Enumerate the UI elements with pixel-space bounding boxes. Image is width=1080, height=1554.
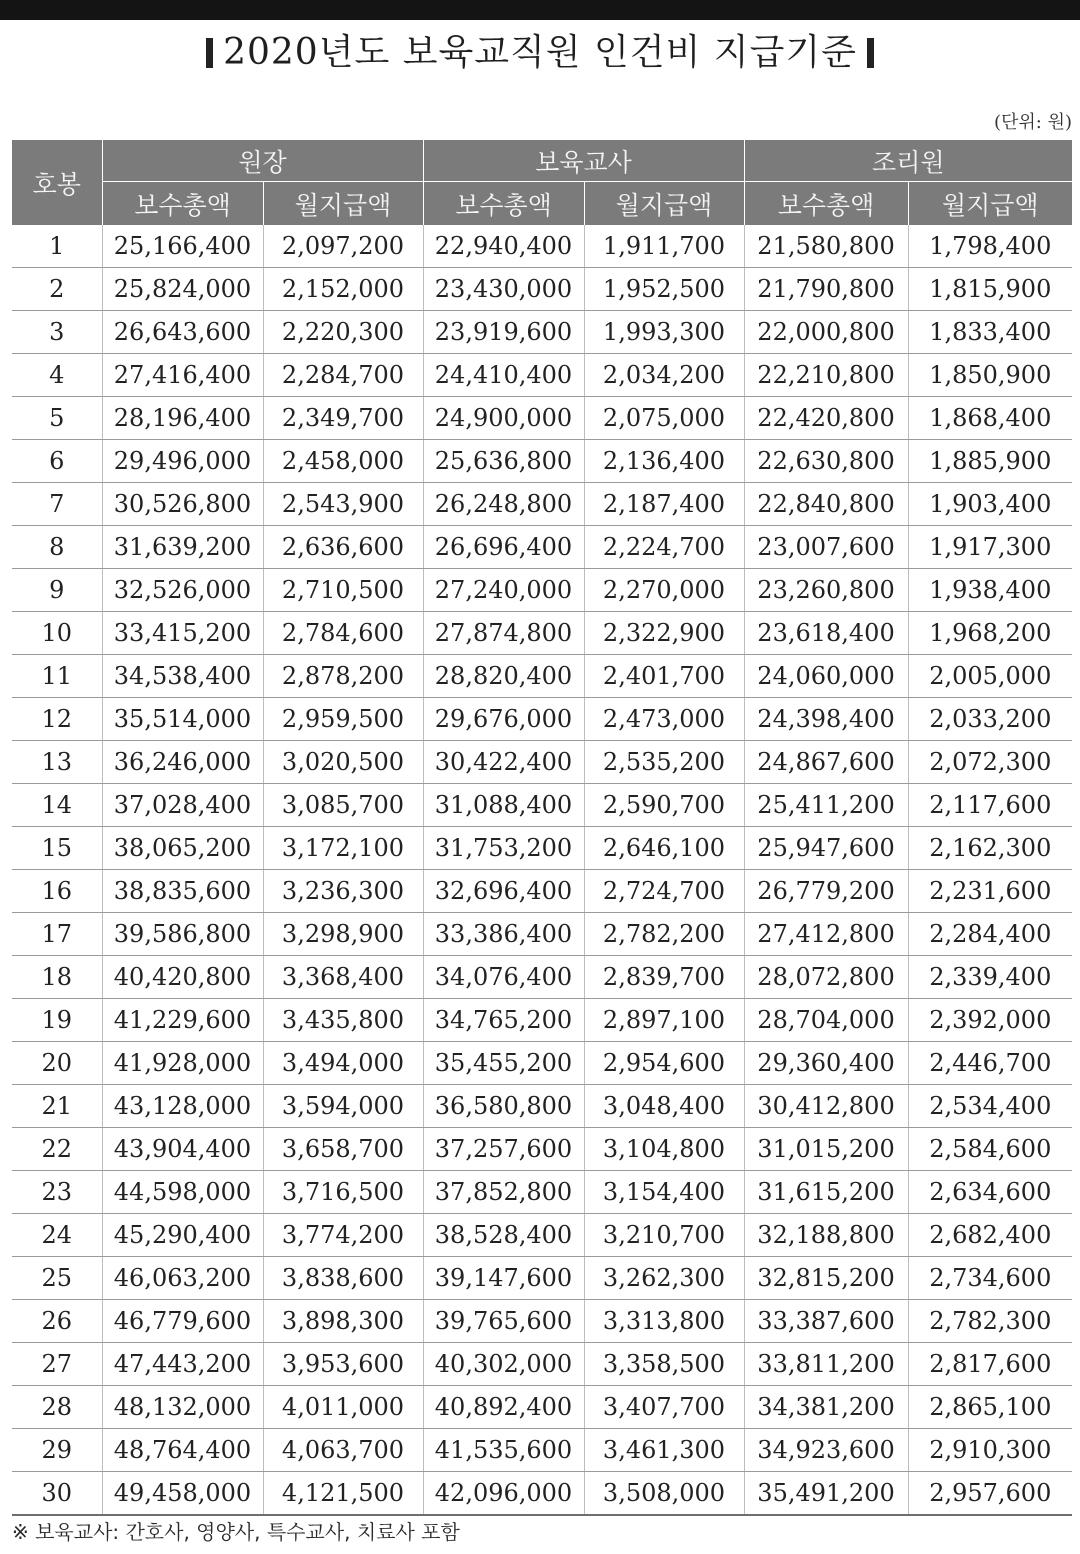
table-row xyxy=(12,1214,1072,1257)
subheader: 보수총액 xyxy=(744,182,908,226)
cook-monthly-cell: 1,833,400 xyxy=(908,311,1072,354)
step-cell: 4 xyxy=(12,354,102,397)
teacher-monthly-cell: 2,839,700 xyxy=(584,956,744,999)
director-total-cell: 25,824,000 xyxy=(102,268,263,311)
teacher-monthly-cell: 3,461,300 xyxy=(584,1429,744,1472)
cook-monthly-cell: 2,392,000 xyxy=(908,999,1072,1042)
cook-monthly-cell: 2,339,400 xyxy=(908,956,1072,999)
step-cell: 7 xyxy=(12,483,102,526)
step-cell: 30 xyxy=(12,1472,102,1516)
director-total-cell: 38,065,200 xyxy=(102,827,263,870)
cook-monthly-cell: 2,910,300 xyxy=(908,1429,1072,1472)
director-total-cell: 48,132,000 xyxy=(102,1386,263,1429)
cook-total-cell: 22,000,800 xyxy=(744,311,908,354)
cook-total-cell: 32,188,800 xyxy=(744,1214,908,1257)
table-row xyxy=(12,1386,1072,1429)
table-row xyxy=(12,698,1072,741)
step-cell: 5 xyxy=(12,397,102,440)
cook-total-cell: 28,704,000 xyxy=(744,999,908,1042)
cook-total-cell: 22,630,800 xyxy=(744,440,908,483)
step-cell: 23 xyxy=(12,1171,102,1214)
director-monthly-cell: 2,152,000 xyxy=(263,268,423,311)
step-cell: 8 xyxy=(12,526,102,569)
subheader: 월지급액 xyxy=(584,182,744,226)
director-total-cell: 36,246,000 xyxy=(102,741,263,784)
cook-monthly-cell: 2,584,600 xyxy=(908,1128,1072,1171)
table-row xyxy=(12,268,1072,311)
director-monthly-cell: 3,774,200 xyxy=(263,1214,423,1257)
table-row xyxy=(12,569,1072,612)
director-monthly-cell: 2,878,200 xyxy=(263,655,423,698)
teacher-total-cell: 38,528,400 xyxy=(423,1214,584,1257)
director-total-cell: 43,904,400 xyxy=(102,1128,263,1171)
teacher-total-cell: 34,076,400 xyxy=(423,956,584,999)
table-row xyxy=(12,1429,1072,1472)
director-total-cell: 34,538,400 xyxy=(102,655,263,698)
teacher-monthly-cell: 3,313,800 xyxy=(584,1300,744,1343)
teacher-total-cell: 34,765,200 xyxy=(423,999,584,1042)
director-monthly-cell: 3,953,600 xyxy=(263,1343,423,1386)
teacher-total-cell: 24,900,000 xyxy=(423,397,584,440)
cook-total-cell: 33,387,600 xyxy=(744,1300,908,1343)
cook-total-cell: 32,815,200 xyxy=(744,1257,908,1300)
teacher-monthly-cell: 2,535,200 xyxy=(584,741,744,784)
director-total-cell: 26,643,600 xyxy=(102,311,263,354)
director-total-cell: 28,196,400 xyxy=(102,397,263,440)
cook-monthly-cell: 1,903,400 xyxy=(908,483,1072,526)
cook-total-cell: 23,260,800 xyxy=(744,569,908,612)
cook-monthly-cell: 2,231,600 xyxy=(908,870,1072,913)
cook-monthly-cell: 2,072,300 xyxy=(908,741,1072,784)
director-monthly-cell: 2,784,600 xyxy=(263,612,423,655)
director-monthly-cell: 2,097,200 xyxy=(263,225,423,268)
teacher-total-cell: 24,410,400 xyxy=(423,354,584,397)
page-title-block xyxy=(0,26,1080,80)
director-total-cell: 40,420,800 xyxy=(102,956,263,999)
table-row xyxy=(12,913,1072,956)
teacher-monthly-cell: 3,104,800 xyxy=(584,1128,744,1171)
director-monthly-cell: 3,658,700 xyxy=(263,1128,423,1171)
cook-total-cell: 31,015,200 xyxy=(744,1128,908,1171)
director-monthly-cell: 2,284,700 xyxy=(263,354,423,397)
step-cell: 27 xyxy=(12,1343,102,1386)
title-bar-right xyxy=(867,38,874,68)
cook-monthly-cell: 2,682,400 xyxy=(908,1214,1072,1257)
cook-monthly-cell: 1,815,900 xyxy=(908,268,1072,311)
cook-total-cell: 35,491,200 xyxy=(744,1472,908,1516)
cook-total-cell: 34,923,600 xyxy=(744,1429,908,1472)
teacher-monthly-cell: 2,270,000 xyxy=(584,569,744,612)
cook-total-cell: 23,007,600 xyxy=(744,526,908,569)
teacher-total-cell: 23,430,000 xyxy=(423,268,584,311)
step-cell: 22 xyxy=(12,1128,102,1171)
teacher-total-cell: 32,696,400 xyxy=(423,870,584,913)
step-cell: 6 xyxy=(12,440,102,483)
director-total-cell: 41,229,600 xyxy=(102,999,263,1042)
subheader: 보수총액 xyxy=(102,182,263,226)
cook-total-cell: 27,412,800 xyxy=(744,913,908,956)
top-bar xyxy=(0,0,1080,20)
step-cell: 1 xyxy=(12,225,102,268)
table-row xyxy=(12,1257,1072,1300)
teacher-monthly-cell: 3,210,700 xyxy=(584,1214,744,1257)
table-row xyxy=(12,956,1072,999)
title-bar-left xyxy=(206,38,213,68)
director-total-cell: 43,128,000 xyxy=(102,1085,263,1128)
director-monthly-cell: 2,349,700 xyxy=(263,397,423,440)
table-row xyxy=(12,225,1072,268)
table-row xyxy=(12,526,1072,569)
teacher-monthly-cell: 2,897,100 xyxy=(584,999,744,1042)
teacher-total-cell: 31,088,400 xyxy=(423,784,584,827)
director-total-cell: 35,514,000 xyxy=(102,698,263,741)
director-monthly-cell: 3,020,500 xyxy=(263,741,423,784)
cook-total-cell: 22,420,800 xyxy=(744,397,908,440)
cook-monthly-cell: 1,938,400 xyxy=(908,569,1072,612)
director-total-cell: 27,416,400 xyxy=(102,354,263,397)
director-total-cell: 45,290,400 xyxy=(102,1214,263,1257)
director-total-cell: 48,764,400 xyxy=(102,1429,263,1472)
teacher-total-cell: 42,096,000 xyxy=(423,1472,584,1516)
director-total-cell: 33,415,200 xyxy=(102,612,263,655)
director-monthly-cell: 2,710,500 xyxy=(263,569,423,612)
director-monthly-cell: 3,898,300 xyxy=(263,1300,423,1343)
cook-monthly-cell: 2,534,400 xyxy=(908,1085,1072,1128)
director-monthly-cell: 3,435,800 xyxy=(263,999,423,1042)
table-row xyxy=(12,741,1072,784)
table-header xyxy=(12,140,1072,225)
director-monthly-cell: 2,636,600 xyxy=(263,526,423,569)
table-row xyxy=(12,1472,1072,1516)
teacher-monthly-cell: 2,473,000 xyxy=(584,698,744,741)
step-cell: 19 xyxy=(12,999,102,1042)
table-row xyxy=(12,354,1072,397)
cook-total-cell: 28,072,800 xyxy=(744,956,908,999)
cook-total-cell: 21,580,800 xyxy=(744,225,908,268)
cook-total-cell: 31,615,200 xyxy=(744,1171,908,1214)
director-total-cell: 32,526,000 xyxy=(102,569,263,612)
table-row xyxy=(12,612,1072,655)
director-monthly-cell: 3,236,300 xyxy=(263,870,423,913)
cook-total-cell: 23,618,400 xyxy=(744,612,908,655)
teacher-total-cell: 40,892,400 xyxy=(423,1386,584,1429)
cook-monthly-cell: 2,033,200 xyxy=(908,698,1072,741)
director-monthly-cell: 3,368,400 xyxy=(263,956,423,999)
footnote: ※ 보육교사: 간호사, 영양사, 특수교사, 치료사 포함 xyxy=(12,1520,460,1544)
table-row xyxy=(12,1300,1072,1343)
step-cell: 21 xyxy=(12,1085,102,1128)
step-cell: 17 xyxy=(12,913,102,956)
step-cell: 10 xyxy=(12,612,102,655)
teacher-monthly-cell: 2,075,000 xyxy=(584,397,744,440)
teacher-total-cell: 39,765,600 xyxy=(423,1300,584,1343)
unit-note: (단위: 원) xyxy=(994,112,1072,133)
teacher-monthly-cell: 2,187,400 xyxy=(584,483,744,526)
director-total-cell: 41,928,000 xyxy=(102,1042,263,1085)
step-cell: 26 xyxy=(12,1300,102,1343)
cook-total-cell: 25,411,200 xyxy=(744,784,908,827)
cook-total-cell: 34,381,200 xyxy=(744,1386,908,1429)
table-row xyxy=(12,1042,1072,1085)
director-monthly-cell: 4,063,700 xyxy=(263,1429,423,1472)
director-total-cell: 46,063,200 xyxy=(102,1257,263,1300)
table-row xyxy=(12,655,1072,698)
director-total-cell: 44,598,000 xyxy=(102,1171,263,1214)
director-total-cell: 49,458,000 xyxy=(102,1472,263,1516)
table-row xyxy=(12,1343,1072,1386)
teacher-monthly-cell: 1,952,500 xyxy=(584,268,744,311)
director-monthly-cell: 3,494,000 xyxy=(263,1042,423,1085)
teacher-total-cell: 41,535,600 xyxy=(423,1429,584,1472)
teacher-total-cell: 26,696,400 xyxy=(423,526,584,569)
director-monthly-cell: 3,716,500 xyxy=(263,1171,423,1214)
cook-total-cell: 30,412,800 xyxy=(744,1085,908,1128)
step-cell: 20 xyxy=(12,1042,102,1085)
cook-monthly-cell: 2,734,600 xyxy=(908,1257,1072,1300)
cook-total-cell: 33,811,200 xyxy=(744,1343,908,1386)
cook-total-cell: 26,779,200 xyxy=(744,870,908,913)
group-header-director: 원장 xyxy=(102,140,423,182)
director-monthly-cell: 3,298,900 xyxy=(263,913,423,956)
director-monthly-cell: 2,543,900 xyxy=(263,483,423,526)
director-total-cell: 37,028,400 xyxy=(102,784,263,827)
table-row xyxy=(12,440,1072,483)
director-total-cell: 47,443,200 xyxy=(102,1343,263,1386)
teacher-total-cell: 31,753,200 xyxy=(423,827,584,870)
cook-total-cell: 21,790,800 xyxy=(744,268,908,311)
teacher-total-cell: 39,147,600 xyxy=(423,1257,584,1300)
salary-table xyxy=(12,140,1072,1516)
cook-monthly-cell: 2,957,600 xyxy=(908,1472,1072,1516)
cook-monthly-cell: 2,446,700 xyxy=(908,1042,1072,1085)
step-cell: 25 xyxy=(12,1257,102,1300)
table-row xyxy=(12,1085,1072,1128)
teacher-monthly-cell: 3,262,300 xyxy=(584,1257,744,1300)
step-cell: 18 xyxy=(12,956,102,999)
director-total-cell: 46,779,600 xyxy=(102,1300,263,1343)
teacher-monthly-cell: 2,782,200 xyxy=(584,913,744,956)
director-monthly-cell: 2,220,300 xyxy=(263,311,423,354)
director-monthly-cell: 2,959,500 xyxy=(263,698,423,741)
teacher-monthly-cell: 3,407,700 xyxy=(584,1386,744,1429)
director-total-cell: 38,835,600 xyxy=(102,870,263,913)
subheader: 보수총액 xyxy=(423,182,584,226)
table-row xyxy=(12,784,1072,827)
step-cell: 11 xyxy=(12,655,102,698)
teacher-monthly-cell: 2,224,700 xyxy=(584,526,744,569)
cook-monthly-cell: 1,968,200 xyxy=(908,612,1072,655)
teacher-monthly-cell: 2,322,900 xyxy=(584,612,744,655)
teacher-total-cell: 23,919,600 xyxy=(423,311,584,354)
teacher-total-cell: 29,676,000 xyxy=(423,698,584,741)
cook-total-cell: 24,867,600 xyxy=(744,741,908,784)
director-monthly-cell: 4,011,000 xyxy=(263,1386,423,1429)
cook-monthly-cell: 1,885,900 xyxy=(908,440,1072,483)
cook-monthly-cell: 2,284,400 xyxy=(908,913,1072,956)
table-row xyxy=(12,397,1072,440)
teacher-total-cell: 26,248,800 xyxy=(423,483,584,526)
director-total-cell: 30,526,800 xyxy=(102,483,263,526)
step-cell: 13 xyxy=(12,741,102,784)
teacher-total-cell: 22,940,400 xyxy=(423,225,584,268)
teacher-total-cell: 37,257,600 xyxy=(423,1128,584,1171)
table-row xyxy=(12,1128,1072,1171)
teacher-monthly-cell: 1,993,300 xyxy=(584,311,744,354)
cook-monthly-cell: 1,798,400 xyxy=(908,225,1072,268)
cook-monthly-cell: 2,817,600 xyxy=(908,1343,1072,1386)
teacher-total-cell: 27,874,800 xyxy=(423,612,584,655)
teacher-monthly-cell: 3,154,400 xyxy=(584,1171,744,1214)
step-cell: 15 xyxy=(12,827,102,870)
step-cell: 29 xyxy=(12,1429,102,1472)
director-total-cell: 25,166,400 xyxy=(102,225,263,268)
page-title: 2020년도 보육교직원 인건비 지급기준 xyxy=(223,32,857,73)
cook-total-cell: 24,398,400 xyxy=(744,698,908,741)
teacher-monthly-cell: 2,646,100 xyxy=(584,827,744,870)
group-header-teacher: 보육교사 xyxy=(423,140,744,182)
teacher-monthly-cell: 2,401,700 xyxy=(584,655,744,698)
director-monthly-cell: 3,838,600 xyxy=(263,1257,423,1300)
table-row xyxy=(12,999,1072,1042)
table-body xyxy=(12,225,1072,1515)
step-cell: 16 xyxy=(12,870,102,913)
teacher-total-cell: 36,580,800 xyxy=(423,1085,584,1128)
table-row xyxy=(12,311,1072,354)
teacher-monthly-cell: 1,911,700 xyxy=(584,225,744,268)
table-row xyxy=(12,1171,1072,1214)
step-cell: 3 xyxy=(12,311,102,354)
table-row xyxy=(12,827,1072,870)
cook-monthly-cell: 1,868,400 xyxy=(908,397,1072,440)
cook-monthly-cell: 2,162,300 xyxy=(908,827,1072,870)
director-monthly-cell: 2,458,000 xyxy=(263,440,423,483)
teacher-monthly-cell: 3,048,400 xyxy=(584,1085,744,1128)
cook-monthly-cell: 2,634,600 xyxy=(908,1171,1072,1214)
director-monthly-cell: 4,121,500 xyxy=(263,1472,423,1516)
teacher-total-cell: 40,302,000 xyxy=(423,1343,584,1386)
teacher-total-cell: 35,455,200 xyxy=(423,1042,584,1085)
director-monthly-cell: 3,594,000 xyxy=(263,1085,423,1128)
cook-monthly-cell: 1,850,900 xyxy=(908,354,1072,397)
teacher-total-cell: 33,386,400 xyxy=(423,913,584,956)
cook-monthly-cell: 1,917,300 xyxy=(908,526,1072,569)
cook-total-cell: 25,947,600 xyxy=(744,827,908,870)
director-monthly-cell: 3,085,700 xyxy=(263,784,423,827)
step-cell: 9 xyxy=(12,569,102,612)
cook-total-cell: 22,840,800 xyxy=(744,483,908,526)
teacher-total-cell: 37,852,800 xyxy=(423,1171,584,1214)
group-header-cook: 조리원 xyxy=(744,140,1072,182)
teacher-total-cell: 27,240,000 xyxy=(423,569,584,612)
teacher-total-cell: 25,636,800 xyxy=(423,440,584,483)
teacher-total-cell: 28,820,400 xyxy=(423,655,584,698)
step-header: 호봉 xyxy=(12,140,102,225)
cook-total-cell: 22,210,800 xyxy=(744,354,908,397)
teacher-monthly-cell: 2,136,400 xyxy=(584,440,744,483)
teacher-monthly-cell: 2,724,700 xyxy=(584,870,744,913)
teacher-monthly-cell: 3,358,500 xyxy=(584,1343,744,1386)
director-monthly-cell: 3,172,100 xyxy=(263,827,423,870)
table-row xyxy=(12,870,1072,913)
table-row xyxy=(12,483,1072,526)
teacher-monthly-cell: 3,508,000 xyxy=(584,1472,744,1516)
subheader: 월지급액 xyxy=(908,182,1072,226)
teacher-monthly-cell: 2,034,200 xyxy=(584,354,744,397)
cook-monthly-cell: 2,865,100 xyxy=(908,1386,1072,1429)
step-cell: 2 xyxy=(12,268,102,311)
teacher-monthly-cell: 2,954,600 xyxy=(584,1042,744,1085)
cook-total-cell: 24,060,000 xyxy=(744,655,908,698)
cook-total-cell: 29,360,400 xyxy=(744,1042,908,1085)
director-total-cell: 39,586,800 xyxy=(102,913,263,956)
step-cell: 14 xyxy=(12,784,102,827)
step-cell: 24 xyxy=(12,1214,102,1257)
cook-monthly-cell: 2,005,000 xyxy=(908,655,1072,698)
director-total-cell: 31,639,200 xyxy=(102,526,263,569)
step-cell: 28 xyxy=(12,1386,102,1429)
teacher-total-cell: 30,422,400 xyxy=(423,741,584,784)
step-cell: 12 xyxy=(12,698,102,741)
teacher-monthly-cell: 2,590,700 xyxy=(584,784,744,827)
director-total-cell: 29,496,000 xyxy=(102,440,263,483)
cook-monthly-cell: 2,117,600 xyxy=(908,784,1072,827)
subheader: 월지급액 xyxy=(263,182,423,226)
cook-monthly-cell: 2,782,300 xyxy=(908,1300,1072,1343)
